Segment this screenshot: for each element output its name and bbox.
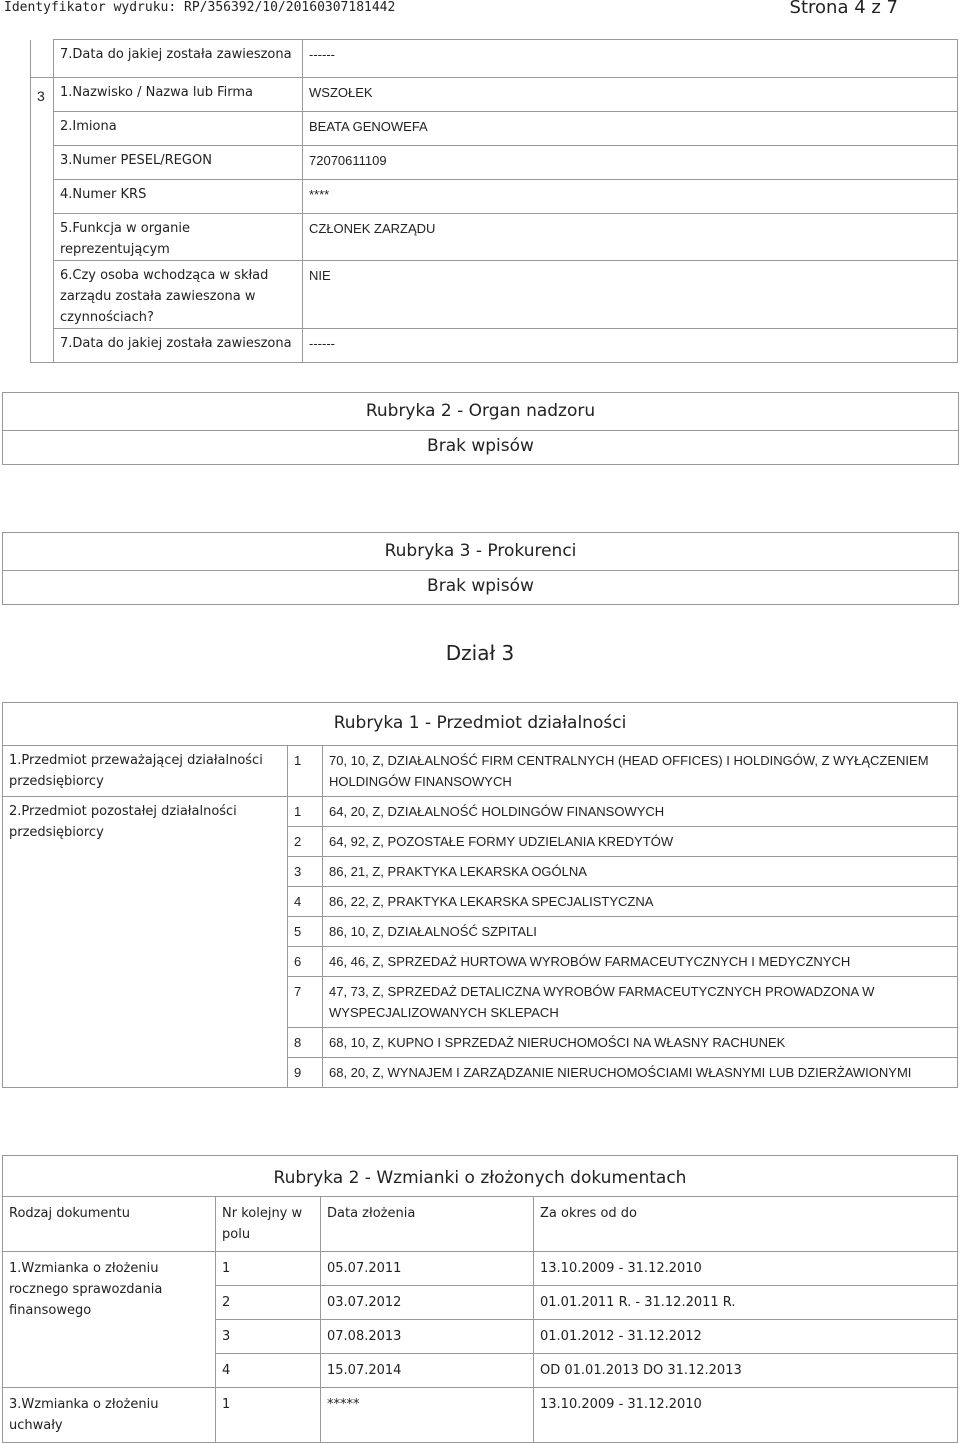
empty-note: Brak wpisów	[427, 576, 534, 596]
representative-table	[30, 39, 958, 363]
activity-number: 8	[288, 1028, 323, 1058]
period: 01.01.2012 - 31.12.2012	[534, 1320, 958, 1354]
activity-number: 6	[288, 947, 323, 977]
activity-value: 46, 46, Z, SPRZEDAŻ HURTOWA WYROBÓW FARMACEUTYCZNYCH I MEDYCZNYCH	[323, 947, 958, 977]
row-value: CZŁONEK ZARZĄDU	[303, 213, 958, 260]
activity-number: 2	[288, 827, 323, 857]
document-type: 3.Wzmianka o złożeniu uchwały	[3, 1388, 216, 1443]
activity-number: 1	[288, 746, 323, 797]
activity-number: 4	[288, 887, 323, 917]
period: 01.01.2011 R. - 31.12.2011 R.	[534, 1286, 958, 1320]
activity-group-label: 1.Przedmiot przeważającej działalności przedsiębiorcy	[3, 746, 288, 797]
activity-value: 47, 73, Z, SPRZEDAŻ DETALICZNA WYROBÓW FARMACEUTYCZNYCH PROWADZONA W WYSPECJALIZOWANYCH SKLEPACH	[323, 977, 958, 1028]
entry-number: 3	[216, 1320, 321, 1354]
column-header: Za okres od do	[534, 1197, 958, 1252]
activity-value: 64, 20, Z, DZIAŁALNOŚĆ HOLDINGÓW FINANSOWYCH	[323, 797, 958, 827]
column-header: Data złożenia	[321, 1197, 534, 1252]
activity-number: 1	[288, 797, 323, 827]
activity-value: 68, 20, Z, WYNAJEM I ZARZĄDZANIE NIERUCHOMOŚCIAMI WŁASNYMI LUB DZIERŻAWIONYMI	[323, 1058, 958, 1088]
filing-date: *****	[321, 1388, 534, 1443]
row-label: 7.Data do jakiej została zawieszona	[54, 328, 303, 362]
division-title: Dział 3	[445, 641, 515, 665]
activity-value: 64, 92, Z, POZOSTAŁE FORMY UDZIELANIA KREDYTÓW	[323, 827, 958, 857]
row-value: BEATA GENOWEFA	[303, 111, 958, 145]
period: OD 01.01.2013 DO 31.12.2013	[534, 1354, 958, 1388]
filing-date: 07.08.2013	[321, 1320, 534, 1354]
row-value: 72070611109	[303, 145, 958, 179]
row-label: 4.Numer KRS	[54, 179, 303, 213]
print-header	[0, 0, 960, 20]
row-value: ****	[303, 179, 958, 213]
column-header: Nr kolejny w polu	[216, 1197, 321, 1252]
section-title: Rubryka 1 - Przedmiot działalności	[3, 703, 958, 746]
activity-value: 86, 21, Z, PRAKTYKA LEKARSKA OGÓLNA	[323, 857, 958, 887]
row-label: 1.Nazwisko / Nazwa lub Firma	[54, 77, 303, 111]
row-label: 7.Data do jakiej została zawieszona	[54, 40, 303, 78]
period: 13.10.2009 - 31.12.2010	[534, 1388, 958, 1443]
documents-table	[2, 1155, 958, 1443]
filing-date: 15.07.2014	[321, 1354, 534, 1388]
entry-number: 1	[216, 1388, 321, 1443]
row-value: ------	[303, 328, 958, 362]
activity-number: 7	[288, 977, 323, 1028]
row-label: 5.Funkcja w organie reprezentującym	[54, 213, 303, 260]
row-label: 2.Imiona	[54, 111, 303, 145]
supervisory-board-section	[2, 392, 959, 465]
activity-number: 9	[288, 1058, 323, 1088]
section-title: Rubryka 2 - Wzmianki o złożonych dokumentach	[3, 1156, 958, 1197]
row-value: ------	[303, 40, 958, 78]
entry-number: 3	[31, 77, 54, 362]
filing-date: 05.07.2011	[321, 1252, 534, 1286]
activity-value: 70, 10, Z, DZIAŁALNOŚĆ FIRM CENTRALNYCH (HEAD OFFICES) I HOLDINGÓW, Z WYŁĄCZENIEM HOLDINGÓW FINANSOWYCH	[323, 746, 958, 797]
document-type: 1.Wzmianka o złożeniu rocznego sprawozdania finansowego	[3, 1252, 216, 1388]
print-identifier: Identyfikator wydruku: RP/356392/10/20160307181442	[4, 0, 396, 15]
proxies-section	[2, 532, 959, 605]
empty-note: Brak wpisów	[427, 436, 534, 456]
row-label: 6.Czy osoba wchodząca w skład zarządu została zawieszona w czynnościach?	[54, 260, 303, 328]
activity-number: 5	[288, 917, 323, 947]
activity-group-label: 2.Przedmiot pozostałej działalności przedsiębiorcy	[3, 797, 288, 1088]
filing-date: 03.07.2012	[321, 1286, 534, 1320]
row-value: WSZOŁEK	[303, 77, 958, 111]
entry-number: 4	[216, 1354, 321, 1388]
entry-number: 2	[216, 1286, 321, 1320]
period: 13.10.2009 - 31.12.2010	[534, 1252, 958, 1286]
row-label: 3.Numer PESEL/REGON	[54, 145, 303, 179]
entry-number: 1	[216, 1252, 321, 1286]
activity-number: 3	[288, 857, 323, 887]
page-number: Strona 4 z 7	[789, 0, 898, 18]
section-title: Rubryka 3 - Prokurenci	[3, 533, 958, 571]
section-title: Rubryka 2 - Organ nadzoru	[3, 393, 958, 431]
activity-value: 86, 22, Z, PRAKTYKA LEKARSKA SPECJALISTYCZNA	[323, 887, 958, 917]
business-activity-table	[2, 702, 958, 1088]
activity-value: 68, 10, Z, KUPNO I SPRZEDAŻ NIERUCHOMOŚCI NA WŁASNY RACHUNEK	[323, 1028, 958, 1058]
activity-value: 86, 10, Z, DZIAŁALNOŚĆ SZPITALI	[323, 917, 958, 947]
row-value: NIE	[303, 260, 958, 328]
column-header: Rodzaj dokumentu	[3, 1197, 216, 1252]
